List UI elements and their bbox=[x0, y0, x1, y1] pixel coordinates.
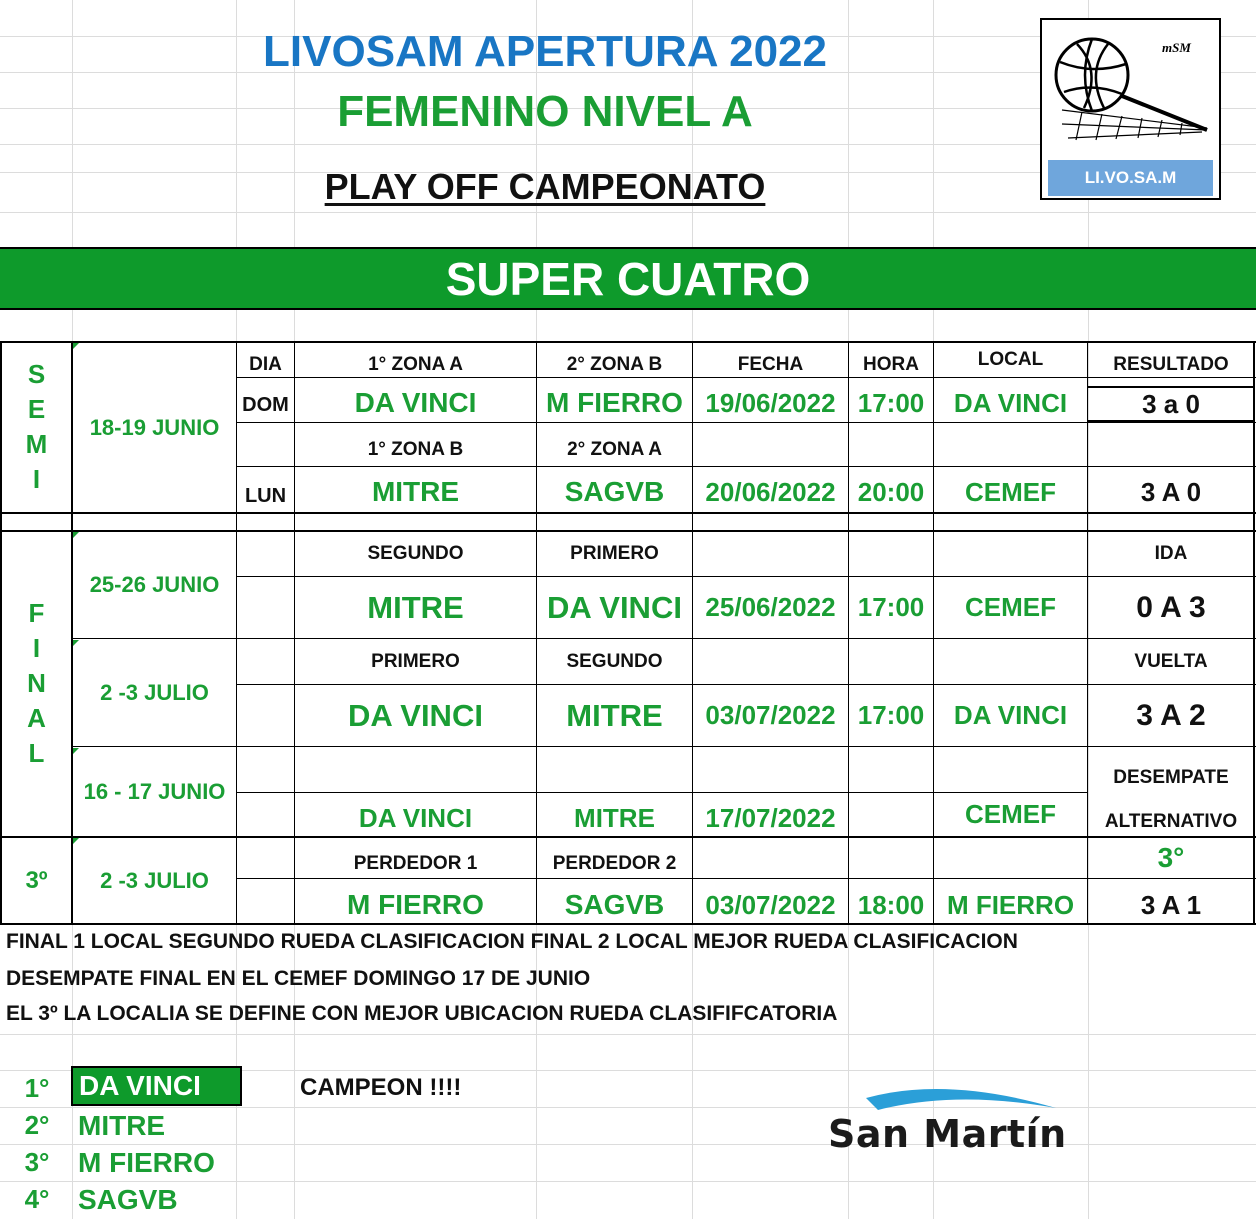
semi-label: S E M I bbox=[25, 359, 48, 494]
final-ida-tag: IDA bbox=[1154, 543, 1188, 564]
third-fecha: 03/07/2022 bbox=[705, 889, 836, 920]
final-vuelta-hora: 17:00 bbox=[857, 700, 925, 730]
volleyball-net-icon bbox=[1042, 20, 1219, 158]
third-team2: SAGVB bbox=[564, 889, 665, 920]
semi-match1-resultado: 3 a 0 bbox=[1142, 388, 1200, 419]
semi-match2-hora: 20:00 bbox=[857, 476, 925, 507]
semi-match1-team2: M FIERRO bbox=[546, 387, 683, 418]
standing-pos-1: 1° bbox=[24, 1073, 50, 1103]
livosam-logo bbox=[1040, 18, 1221, 200]
standing-team-1: DA VINCI bbox=[71, 1066, 242, 1106]
final-vuelta-dates: 2 -3 JULIO bbox=[100, 680, 209, 705]
col-header-zona-a: 1° ZONA A bbox=[368, 354, 463, 375]
final-desempate-dates: 16 - 17 JUNIO bbox=[83, 779, 226, 804]
note-line-2: DESEMPATE FINAL EN EL CEMEF DOMINGO 17 DE JUNIO bbox=[6, 967, 591, 990]
title-line-2: FEMENINO NIVEL A bbox=[337, 87, 753, 136]
final-ida-resultado: 0 A 3 bbox=[1136, 590, 1206, 624]
final-desempate-team1: DA VINCI bbox=[358, 802, 473, 833]
final-desempate-alternativo: ALTERNATIVO bbox=[1104, 811, 1238, 832]
third-resultado: 3 A 1 bbox=[1140, 889, 1202, 920]
standing-team-4: SAGVB bbox=[78, 1184, 178, 1215]
title-line-1: LIVOSAM APERTURA 2022 bbox=[263, 27, 827, 76]
final-ida-team2: DA VINCI bbox=[547, 589, 682, 625]
note-line-3: EL 3º LA LOCALIA SE DEFINE CON MEJOR UBICACION RUEDA CLASIFIFCATORIA bbox=[6, 1002, 838, 1025]
third-label: 3º bbox=[25, 866, 48, 894]
semi-match2-team1: MITRE bbox=[371, 476, 460, 507]
final-desempate-local: CEMEF bbox=[965, 798, 1056, 829]
col-header-resultado: RESULTADO bbox=[1113, 354, 1229, 375]
champion-label: CAMPEON !!!! bbox=[300, 1074, 462, 1101]
standing-pos-3: 3° bbox=[24, 1147, 50, 1177]
final-vuelta-header1: PRIMERO bbox=[371, 651, 460, 672]
final-desempate-tag: DESEMPATE bbox=[1113, 767, 1229, 788]
final-ida-hora: 17:00 bbox=[857, 592, 925, 622]
semi-match2-dia: LUN bbox=[244, 484, 287, 507]
final-desempate-fecha: 17/07/2022 bbox=[705, 802, 836, 833]
standing-team-2: MITRE bbox=[78, 1110, 166, 1141]
logo-label: LI.VO.SA.M bbox=[1048, 160, 1213, 196]
col-header-hora: HORA bbox=[863, 354, 919, 375]
final-vuelta-local: DA VINCI bbox=[953, 700, 1068, 730]
semi-match2-local: CEMEF bbox=[965, 476, 1056, 507]
standing-team-3: M FIERRO bbox=[78, 1147, 215, 1178]
semi-match1-fecha: 19/06/2022 bbox=[705, 387, 836, 418]
final-ida-local: CEMEF bbox=[965, 592, 1056, 622]
semi-match1-hora: 17:00 bbox=[857, 387, 925, 418]
final-vuelta-team1: DA VINCI bbox=[348, 697, 483, 733]
semi-match1-team1: DA VINCI bbox=[354, 387, 477, 418]
final-ida-header2: PRIMERO bbox=[570, 543, 659, 564]
semi-match1-dia: DOM bbox=[242, 393, 289, 416]
semi-match2-resultado: 3 A 0 bbox=[1140, 476, 1202, 507]
note-line-1: FINAL 1 LOCAL SEGUNDO RUEDA CLASIFICACION FINAL 2 LOCAL MEJOR RUEDA CLASIFICACION bbox=[6, 930, 1018, 953]
col-header-fecha: FECHA bbox=[737, 354, 804, 375]
col-header-dia: DIA bbox=[249, 354, 282, 375]
third-header1: PERDEDOR 1 bbox=[353, 853, 478, 874]
logo-initials: mSM bbox=[1162, 40, 1191, 55]
semi-subheader-zona-a: 2° ZONA A bbox=[567, 439, 662, 460]
col-header-local: LOCAL bbox=[977, 349, 1044, 370]
third-tag: 3° bbox=[1157, 842, 1185, 873]
final-label: F I N A L bbox=[27, 598, 46, 768]
final-vuelta-team2: MITRE bbox=[566, 697, 663, 733]
semi-subheader-zona-b: 1° ZONA B bbox=[367, 439, 464, 460]
final-ida-team1: MITRE bbox=[367, 589, 464, 625]
standing-pos-2: 2° bbox=[24, 1110, 50, 1140]
third-hora: 18:00 bbox=[857, 889, 925, 920]
third-header2: PERDEDOR 2 bbox=[552, 853, 677, 874]
final-desempate-team2: MITRE bbox=[574, 802, 655, 833]
final-vuelta-header2: SEGUNDO bbox=[566, 651, 663, 672]
final-ida-dates: 25-26 JUNIO bbox=[89, 572, 220, 597]
semi-match2-team2: SAGVB bbox=[564, 476, 665, 507]
standing-pos-4: 4° bbox=[24, 1184, 50, 1214]
final-vuelta-fecha: 03/07/2022 bbox=[705, 700, 836, 730]
final-vuelta-resultado: 3 A 2 bbox=[1136, 698, 1206, 732]
col-header-zona-b: 2° ZONA B bbox=[566, 354, 663, 375]
final-ida-header1: SEGUNDO bbox=[367, 543, 464, 564]
final-vuelta-tag: VUELTA bbox=[1134, 651, 1208, 672]
final-ida-fecha: 25/06/2022 bbox=[705, 592, 836, 622]
semi-match2-fecha: 20/06/2022 bbox=[705, 476, 836, 507]
semi-match1-local: DA VINCI bbox=[953, 387, 1068, 418]
san-martin-logo bbox=[826, 1074, 1106, 1164]
third-dates: 2 -3 JULIO bbox=[100, 867, 209, 893]
sponsor-name: San Martín bbox=[828, 1112, 1067, 1156]
super-cuatro-banner: SUPER CUATRO bbox=[0, 247, 1256, 310]
page-subtitle: PLAY OFF CAMPEONATO bbox=[324, 166, 766, 207]
third-team1: M FIERRO bbox=[347, 889, 484, 920]
semi-dates: 18-19 JUNIO bbox=[89, 414, 220, 440]
third-local: M FIERRO bbox=[946, 889, 1075, 920]
